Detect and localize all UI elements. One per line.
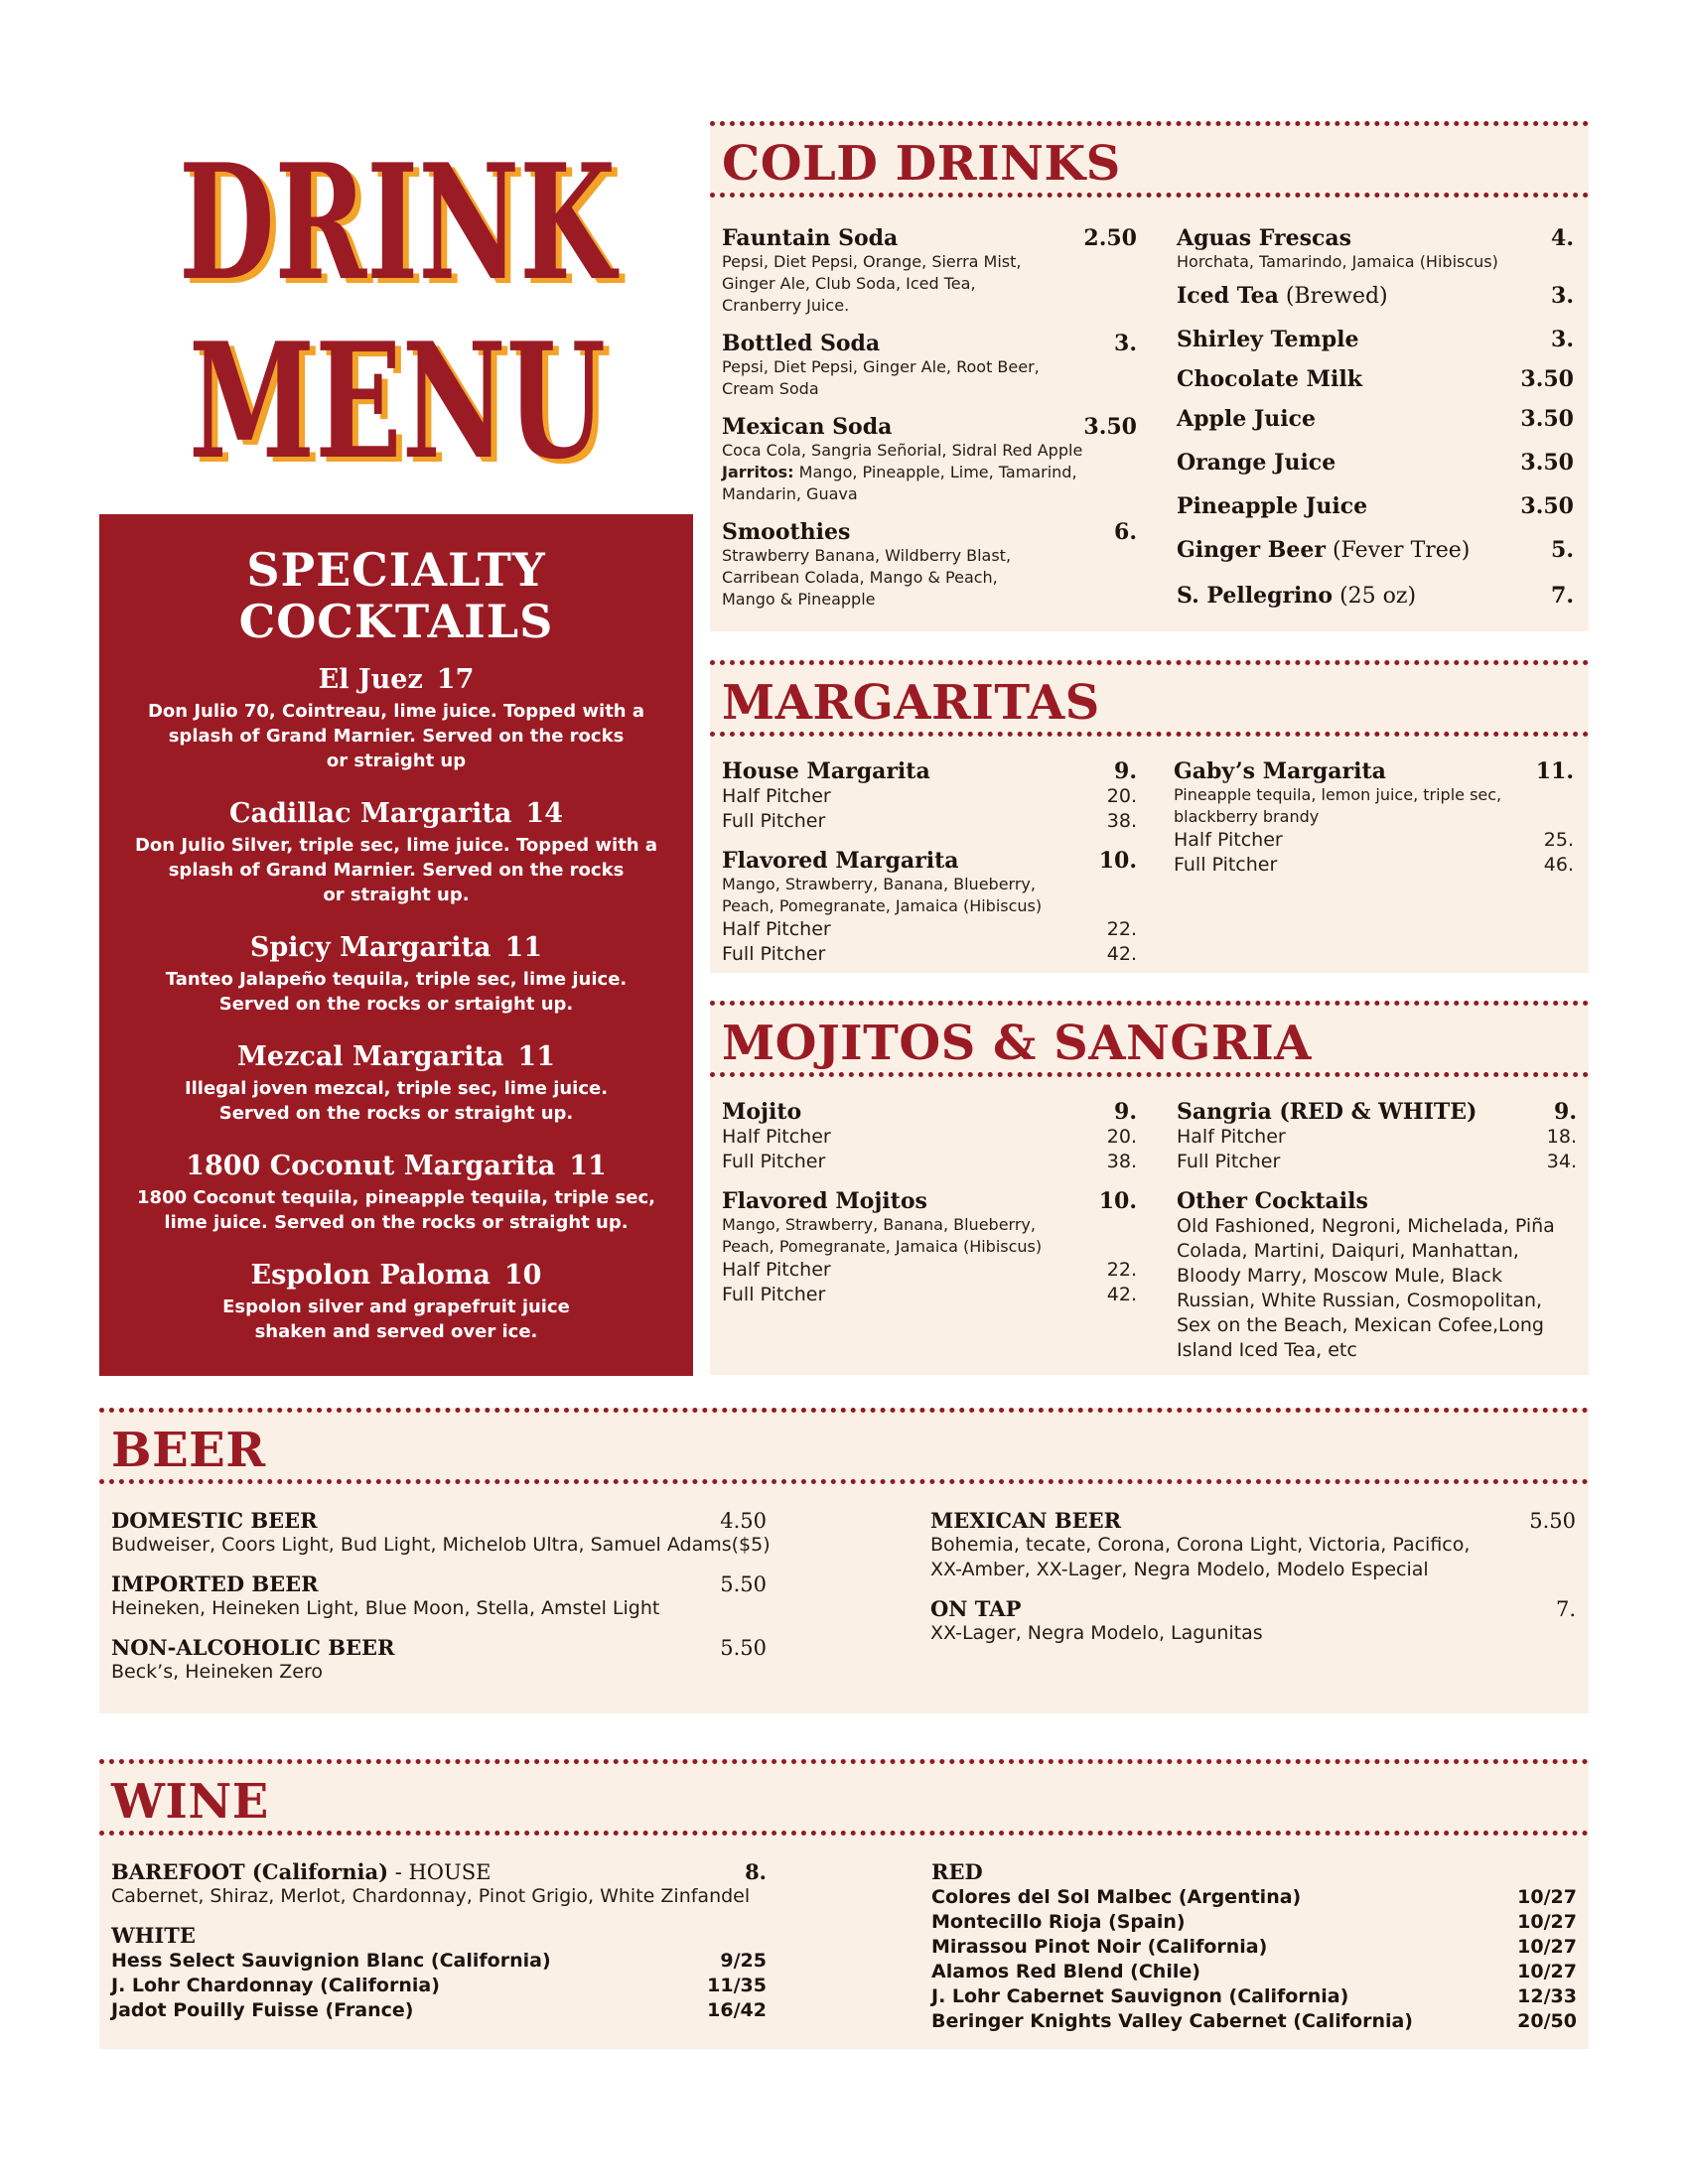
cocktail-heading <box>129 929 663 967</box>
item-description: Coca Cola, Sangria Señorial, Sidral Red Apple <box>722 441 1083 460</box>
item-name: Mojito <box>722 1099 802 1125</box>
item-description: Strawberry Banana, Wildberry Blast, Carribean Colada, Mango & Peach, Mango & Pineapple <box>722 546 1012 609</box>
pitcher-row <box>722 917 1137 942</box>
item-description: Cabernet, Shiraz, Merlot, Chardonnay, Pinot Grigio, White Zinfandel <box>111 1885 751 1907</box>
item-price: 3. <box>1551 327 1574 352</box>
beer-right-column <box>930 1508 1576 1660</box>
wine-house-name: BAREFOOT (California) <box>111 1859 389 1884</box>
pitcher-row <box>722 809 1137 834</box>
cocktail-heading <box>129 1148 663 1185</box>
menu-item <box>111 1508 772 1558</box>
menu-item <box>1177 537 1574 583</box>
margaritas-left-column <box>722 758 1137 981</box>
logo-line1-shadow: DRINK <box>185 134 626 321</box>
wine-name: Mirassou Pinot Noir (California) <box>931 1936 1268 1958</box>
specialty-title <box>99 544 693 647</box>
cocktail-description: Illegal joven mezcal, triple sec, lime juice. Served on the rocks or straight up. <box>184 1078 609 1124</box>
cold-drinks-left-column <box>722 225 1137 624</box>
wine-name: Colores del Sol Malbec (Argentina) <box>931 1886 1302 1908</box>
item-price: 3.50 <box>1520 493 1574 519</box>
wine-row <box>931 1935 1577 1960</box>
wine-price: 10/27 <box>1517 1961 1577 1982</box>
menu-item <box>930 1596 1576 1646</box>
cocktail-item <box>99 1038 693 1126</box>
pitcher-row <box>1174 828 1574 853</box>
logo-line1: DRINK <box>179 129 620 316</box>
item-price: 10. <box>1098 1188 1137 1214</box>
item-price: 3.50 <box>1520 366 1574 392</box>
beer-left-column <box>111 1508 772 1699</box>
item-name: Other Cocktails <box>1177 1188 1368 1214</box>
menu-item <box>722 758 1137 834</box>
item-description: XX-Lager, Negra Modelo, Lagunitas <box>930 1622 1263 1644</box>
wine-panel <box>99 1759 1589 2049</box>
cocktail-price: 11 <box>569 1151 607 1181</box>
jarritos-label: Jarritos: <box>722 463 794 481</box>
pitcher-price: 46. <box>1543 854 1574 876</box>
item-name <box>1177 283 1388 309</box>
menu-item <box>1177 1188 1577 1363</box>
specialty-title-line2: COCKTAILS <box>238 595 554 648</box>
item-price: 5.50 <box>1529 1509 1576 1533</box>
item-price: 10. <box>1098 848 1137 874</box>
cocktail-description: Don Julio 70, Cointreau, lime juice. Topped with a splash of Grand Marnier. Served on the rocks or straight up <box>147 701 645 771</box>
cocktail-heading <box>129 1257 663 1295</box>
item-description: Beck’s, Heineken Zero <box>111 1661 323 1683</box>
item-price: 3. <box>1114 331 1137 356</box>
pitcher-price: 18. <box>1546 1126 1577 1148</box>
item-price: 9. <box>1554 1099 1577 1125</box>
cold-drinks-right-column <box>1177 225 1574 628</box>
pitcher-price: 38. <box>1106 1151 1137 1172</box>
item-price: 5. <box>1551 537 1574 563</box>
cocktail-name: El Juez <box>318 664 423 695</box>
cocktail-price: 11 <box>504 932 543 963</box>
item-description: Horchata, Tamarindo, Jamaica (Hibiscus) <box>1177 252 1498 271</box>
cocktail-name: Espolon Paloma <box>250 1260 491 1291</box>
menu-item <box>1174 758 1574 878</box>
jarritos-flavors: Mango, Pineapple, Lime, Tamarind, Mandarin, Guava <box>722 463 1077 503</box>
wine-price: 12/33 <box>1517 1985 1577 2007</box>
pitcher-label: Full Pitcher <box>722 1284 826 1305</box>
pitcher-row <box>722 1125 1137 1150</box>
pitcher-row <box>1174 853 1574 878</box>
pitcher-label: Full Pitcher <box>1174 854 1278 876</box>
cocktail-price: 17 <box>436 664 475 695</box>
item-name: MEXICAN BEER <box>930 1508 1122 1533</box>
cocktail-description: Don Julio Silver, triple sec, lime juice. Topped with a splash of Grand Marnier. Served on the rocks or straight up. <box>134 835 658 905</box>
item-name: Fauntain Soda <box>722 225 899 251</box>
item-description: Pepsi, Diet Pepsi, Orange, Sierra Mist, Ginger Ale, Club Soda, Iced Tea, Cranberry Juice. <box>722 252 1022 315</box>
cocktail-name: Spicy Margarita <box>249 932 492 963</box>
cocktail-name: Mezcal Margarita <box>237 1041 504 1072</box>
item-name <box>111 1859 491 1884</box>
pitcher-price: 42. <box>1106 1284 1137 1305</box>
wine-row <box>931 1960 1577 1984</box>
logo-line2: MENU <box>189 308 606 486</box>
wine-left-column <box>111 1859 772 2023</box>
red-wine-list <box>931 1885 1577 2034</box>
item-note: (Fever Tree) <box>1325 538 1471 563</box>
item-name-text: Iced Tea <box>1177 283 1279 309</box>
item-description: Mango, Strawberry, Banana, Blueberry, Peach, Pomegranate, Jamaica (Hibiscus) <box>722 875 1043 915</box>
cocktail-item <box>99 795 693 907</box>
pitcher-price: 34. <box>1546 1151 1577 1172</box>
item-price: 9. <box>1114 758 1137 784</box>
wine-name: Jadot Pouilly Fuisse (France) <box>111 1999 414 2021</box>
item-description: Budweiser, Coors Light, Bud Light, Michelob Ultra, Samuel Adams($5) <box>111 1534 771 1556</box>
item-name-text: Ginger Beer <box>1177 537 1326 563</box>
white-wine-list <box>111 1949 767 2023</box>
cocktail-description: Tanteo Jalapeño tequila, triple sec, lime juice. Served on the rocks or srtaight up. <box>165 969 628 1015</box>
item-name: NON-ALCOHOLIC BEER <box>111 1635 395 1660</box>
pitcher-price: 38. <box>1106 810 1137 832</box>
specialty-title-line1: SPECIALTY <box>246 543 546 597</box>
drink-menu-logo <box>159 129 635 486</box>
pitcher-row <box>722 942 1137 967</box>
pitcher-label: Half Pitcher <box>722 918 831 940</box>
cocktail-description: Espolon silver and grapefruit juice shaken and served over ice. <box>222 1297 570 1342</box>
menu-item <box>722 1188 1137 1307</box>
beer-title: BEER <box>99 1413 1589 1484</box>
menu-item <box>111 1571 772 1621</box>
wine-house-label: - HOUSE <box>388 1860 492 1884</box>
wine-row <box>931 1910 1577 1935</box>
wine-name: Alamos Red Blend (Chile) <box>931 1961 1200 1982</box>
item-description: Pineapple tequila, lemon juice, triple sec, blackberry brandy <box>1174 785 1502 826</box>
wine-price: 9/25 <box>720 1950 767 1972</box>
cocktail-item <box>99 929 693 1017</box>
margaritas-panel <box>710 660 1589 973</box>
menu-item <box>1177 225 1574 273</box>
wine-row <box>111 1949 767 1974</box>
item-name: Bottled Soda <box>722 331 881 356</box>
pitcher-row <box>1177 1150 1577 1174</box>
menu-item <box>1177 406 1574 450</box>
item-price: 8. <box>745 1859 767 1884</box>
pitcher-row <box>722 1258 1137 1283</box>
item-description: Bohemia, tecate, Corona, Corona Light, Victoria, Pacifico, XX-Amber, XX-Lager, Negra Modelo, Modelo Especial <box>930 1534 1471 1580</box>
menu-item <box>722 414 1137 505</box>
menu-item <box>111 1635 772 1685</box>
cocktail-name: Cadillac Margarita <box>229 798 512 829</box>
cocktail-heading <box>129 661 663 699</box>
pitcher-label: Full Pitcher <box>722 943 826 965</box>
pitcher-row <box>722 784 1137 809</box>
item-name <box>1177 537 1470 563</box>
item-price: 3. <box>1551 283 1574 309</box>
wine-price: 16/42 <box>707 1999 767 2021</box>
pitcher-label: Full Pitcher <box>722 810 826 832</box>
white-wine-heading: WHITE <box>111 1923 196 1948</box>
beer-panel <box>99 1408 1589 1713</box>
cocktail-item <box>99 661 693 773</box>
cocktail-item <box>99 1148 693 1235</box>
item-name: Flavored Margarita <box>722 848 959 874</box>
item-name: ON TAP <box>930 1596 1022 1621</box>
item-name: Flavored Mojitos <box>722 1188 927 1214</box>
item-description-2 <box>722 462 1137 505</box>
item-description: Pepsi, Diet Pepsi, Ginger Ale, Root Beer, Cream Soda <box>722 357 1040 398</box>
menu-item <box>1177 1099 1577 1174</box>
pitcher-label: Half Pitcher <box>722 785 831 807</box>
pitcher-price: 20. <box>1106 1126 1137 1148</box>
item-price: 4.50 <box>720 1509 767 1533</box>
cold-drinks-title: COLD DRINKS <box>710 126 1589 198</box>
pitcher-label: Half Pitcher <box>1177 1126 1286 1148</box>
pitcher-price: 22. <box>1106 918 1137 940</box>
menu-item <box>1177 583 1574 628</box>
cocktail-price: 11 <box>517 1041 555 1072</box>
menu-item <box>722 331 1137 400</box>
menu-item <box>1177 327 1574 366</box>
menu-item <box>1177 493 1574 537</box>
wine-price: 10/27 <box>1517 1936 1577 1958</box>
pitcher-price: 20. <box>1106 785 1137 807</box>
wine-name: Montecillo Rioja (Spain) <box>931 1911 1186 1933</box>
menu-item <box>1177 366 1574 406</box>
menu-item <box>930 1508 1576 1582</box>
menu-item <box>722 848 1137 967</box>
menu-item <box>722 225 1137 317</box>
item-name: DOMESTIC BEER <box>111 1508 318 1533</box>
item-description: Mango, Strawberry, Banana, Blueberry, Peach, Pomegranate, Jamaica (Hibiscus) <box>722 1215 1043 1256</box>
wine-row <box>111 1974 767 1998</box>
wine-row <box>931 1885 1577 1910</box>
logo-graphic <box>159 129 635 486</box>
pitcher-row <box>1177 1125 1577 1150</box>
item-name: Shirley Temple <box>1177 327 1359 352</box>
item-price: 7. <box>1555 1597 1576 1621</box>
item-name: Pineapple Juice <box>1177 493 1368 519</box>
pitcher-price: 25. <box>1543 829 1574 851</box>
pitcher-price: 42. <box>1106 943 1137 965</box>
pitcher-label: Full Pitcher <box>1177 1151 1281 1172</box>
pitcher-row <box>722 1283 1137 1307</box>
item-note: (25 oz) <box>1333 584 1417 609</box>
menu-item <box>1177 450 1574 493</box>
item-name: House Margarita <box>722 758 930 784</box>
item-name <box>1177 583 1416 609</box>
pitcher-label: Half Pitcher <box>1174 829 1283 851</box>
item-price: 5.50 <box>720 1572 767 1596</box>
cocktail-name: 1800 Coconut Margarita <box>186 1151 556 1181</box>
mojitos-left-column <box>722 1099 1137 1321</box>
item-name: IMPORTED BEER <box>111 1571 319 1596</box>
item-price: 5.50 <box>720 1636 767 1660</box>
red-wine-heading: RED <box>931 1859 983 1884</box>
mojitos-title: MOJITOS & SANGRIA <box>710 1006 1589 1077</box>
wine-row <box>931 2009 1577 2034</box>
pitcher-label: Full Pitcher <box>722 1151 826 1172</box>
item-description: Heineken, Heineken Light, Blue Moon, Stella, Amstel Light <box>111 1597 660 1619</box>
wine-row <box>931 1984 1577 2009</box>
specialty-list <box>99 661 693 1344</box>
wine-right-column <box>931 1859 1577 2034</box>
pitcher-label: Half Pitcher <box>722 1259 831 1281</box>
item-name: Aguas Frescas <box>1177 225 1351 251</box>
menu-item <box>111 1859 772 1909</box>
mojitos-sangria-panel <box>710 1001 1589 1375</box>
item-price: 4. <box>1551 225 1574 251</box>
cocktail-price: 14 <box>525 798 563 829</box>
specialty-cocktails-panel <box>99 514 693 1376</box>
cocktail-item <box>99 1257 693 1344</box>
cocktail-description: 1800 Coconut tequila, pineapple tequila, triple sec, lime juice. Served on the rocks or straight up. <box>137 1187 655 1233</box>
item-price: 9. <box>1114 1099 1137 1125</box>
menu-item <box>722 519 1137 611</box>
item-name: Sangria (RED & WHITE) <box>1177 1099 1477 1125</box>
item-price: 3.50 <box>1083 414 1137 440</box>
item-price: 11. <box>1535 758 1574 784</box>
item-price: 2.50 <box>1083 225 1137 251</box>
pitcher-row <box>722 1150 1137 1174</box>
menu-item <box>722 1099 1137 1174</box>
margaritas-right-column <box>1174 758 1574 891</box>
wine-name: Hess Select Sauvignion Blanc (California) <box>111 1950 551 1972</box>
item-description: Old Fashioned, Negroni, Michelada, Piña Colada, Martini, Daiquri, Manhattan, Bloody Marry, Moscow Mule, Black Russian, White Russian, Cosmopolitan, Sex on the Beach, Mexican Cofee,Long Island Iced Tea, etc <box>1177 1215 1555 1361</box>
item-name: Gaby’s Margarita <box>1174 758 1386 784</box>
menu-item <box>1177 283 1574 327</box>
wine-row <box>111 1998 767 2023</box>
wine-price: 10/27 <box>1517 1886 1577 1908</box>
item-price: 6. <box>1114 519 1137 545</box>
item-name: Apple Juice <box>1177 406 1317 432</box>
item-note: (Brewed) <box>1278 284 1388 309</box>
item-price: 3.50 <box>1520 406 1574 432</box>
item-price: 7. <box>1551 583 1574 609</box>
item-price: 3.50 <box>1520 450 1574 476</box>
wine-name: Beringer Knights Valley Cabernet (California) <box>931 2010 1413 2032</box>
wine-price: 10/27 <box>1517 1911 1577 1933</box>
wine-price: 11/35 <box>707 1975 767 1996</box>
cold-drinks-panel <box>710 121 1589 631</box>
cocktail-price: 10 <box>503 1260 542 1291</box>
wine-title: WINE <box>99 1764 1589 1836</box>
item-name-text: S. Pellegrino <box>1177 583 1334 609</box>
logo-line2-shadow: MENU <box>195 313 612 486</box>
margaritas-title: MARGARITAS <box>710 665 1589 737</box>
item-name: Mexican Soda <box>722 414 893 440</box>
cocktail-heading <box>129 795 663 833</box>
pitcher-price: 22. <box>1106 1259 1137 1281</box>
wine-name: J. Lohr Chardonnay (California) <box>111 1975 440 1996</box>
item-name: Chocolate Milk <box>1177 366 1362 392</box>
pitcher-label: Half Pitcher <box>722 1126 831 1148</box>
cocktail-heading <box>129 1038 663 1076</box>
wine-name: J. Lohr Cabernet Sauvignon (California) <box>931 1985 1349 2007</box>
item-name: Orange Juice <box>1177 450 1336 476</box>
wine-price: 20/50 <box>1517 2010 1577 2032</box>
item-name: Smoothies <box>722 519 851 545</box>
mojitos-right-column <box>1177 1099 1577 1377</box>
